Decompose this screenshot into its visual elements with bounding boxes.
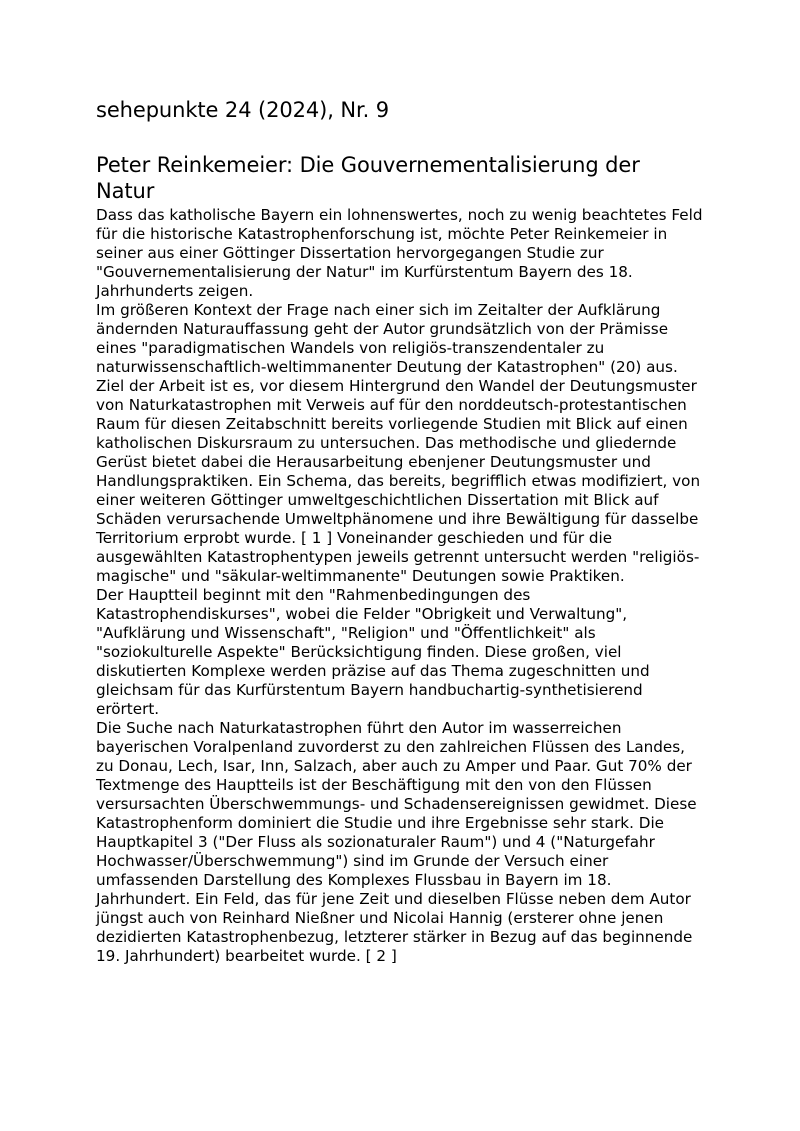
footnote-link[interactable]: [ 2 ] [365,947,397,965]
body-paragraph [96,719,704,966]
article-body [96,206,704,966]
footnote-link[interactable]: [ 1 ] [300,529,333,547]
journal-title: sehepunkte 24 (2024), Nr. 9 [96,98,390,122]
page [96,96,704,966]
paragraph-text: Im größeren Kontext der Frage nach einer sich im Zeitalter der Aufklärung ändernden Naturauffassung geht der Autor grundsätzlich von der Prämisse eines "paradigmatischen Wandels von religiös-transzendentaler zu naturwissenschaftlich-weltimmanenter Deutung der Katastrophen" (20) aus. Ziel der Arbeit ist es, vor diesem Hintergrund den Wandel der Deutungsmuster von Naturkatastrophen mit Verweis auf für den norddeutsch-protestantischen Raum für diesen Zeitabschnitt bereits vorliegende Studien mit Blick auf einen katholischen Diskursraum zu untersuchen. Das methodische und gliedernde Gerüst bietet dabei die Herausarbeitung ebenjener Deutungsmuster und Handlungspraktiken. Ein Schema, das bereits, begrifflich etwas modifiziert, von einer weiteren Göttinger umweltgeschichtlichen Dissertation mit Blick auf Schäden verursachende Umweltphänomene und ihre Bewältigung für dasselbe Territorium erprobt wurde. [96,301,701,547]
paragraph-text: Dass das katholische Bayern ein lohnenswertes, noch zu wenig beachtetes Feld für die historische Katastrophenforschung ist, möchte Peter Reinkemeier in seiner aus einer Göttinger Dissertation hervorgegangen Studie zur "Gouvernementalisierung der Natur" im Kurfürstentum Bayern des 18. Jahrhunderts zeigen. [96,206,703,300]
paragraph-text: Die Suche nach Naturkatastrophen führt den Autor im wasserreichen bayerischen Voralpenland zuvorderst zu den zahlreichen Flüssen des Landes, zu Donau, Lech, Isar, Inn, Salzach, aber auch zu Amper und Paar. Gut 70% der Textmenge des Hauptteils ist der Beschäftigung mit den von den Flüssen versursachten Überschwemmungs- und Schadensereignissen gewidmet. Diese Katastrophenform dominiert die Studie und ihre Ergebnisse sehr stark. Die Hauptkapitel 3 ("Der Fluss als sozionaturaler Raum") und 4 ("Naturgefahr Hochwasser/Überschwemmung") sind im Grunde der Versuch einer umfassenden Darstellung des Komplexes Flussbau in Bayern im 18. Jahrhundert. Ein Feld, das für jene Zeit und dieselben Flüsse neben dem Autor jüngst auch von Reinhard Nießner und Nicolai Hannig (ersterer ohne jenen dezidierten Katastrophenbezug, letzterer stärker in Bezug auf das beginnende 19. Jahrhundert) bearbeitet wurde. [96,719,697,965]
body-paragraph [96,206,704,301]
body-paragraph [96,301,704,586]
review-title: Peter Reinkemeier: Die Gouvernementalisierung der Natur [96,153,640,203]
body-paragraph [96,586,704,719]
paragraph-text: Voneinander geschieden und für die ausgewählten Katastrophentypen jeweils getrennt untersucht werden "religiös-magische" und "säkular-weltimmanente" Deutungen sowie Praktiken. [96,529,700,585]
paragraph-text: Der Hauptteil beginnt mit den "Rahmenbedingungen des Katastrophendiskurses", wobei die Felder "Obrigkeit und Verwaltung", "Aufklärung und Wissenschaft", "Religion" und "Öffentlichkeit" als "soziokulturelle Aspekte" Berücksichtigung finden. Diese großen, viel diskutierten Komplexe werden präzise auf das Thema zugeschnitten und gleichsam für das Kurfürstentum Bayern handbuchartig-synthetisierend erörtert. [96,586,650,718]
